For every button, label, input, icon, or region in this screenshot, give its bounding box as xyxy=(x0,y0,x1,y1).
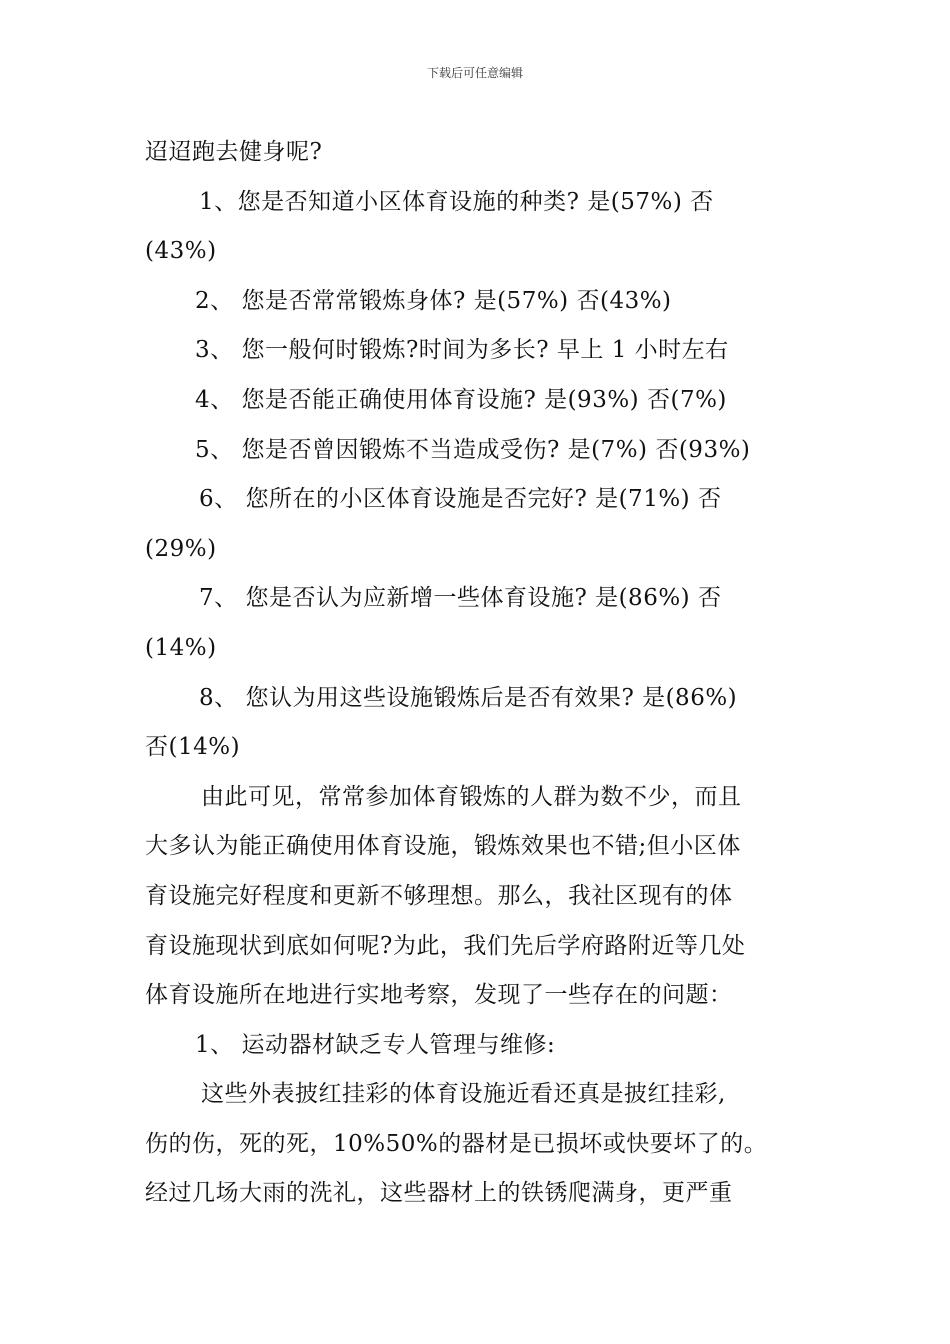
paragraph-line: 育设施完好程度和更新不够理想。那么，我社区现有的体 xyxy=(145,882,733,909)
survey-question-7: 7、 您是否认为应新增一些体育设施? 是(86%) 否 xyxy=(199,585,722,612)
survey-question-2: 2、 您是否常常锻炼身体? 是(57%) 否(43%) xyxy=(195,287,672,314)
document-body xyxy=(145,128,810,1219)
survey-question-6-cont: (29%) xyxy=(145,535,217,562)
survey-question-4: 4、 您是否能正确使用体育设施? 是(93%) 否(7%) xyxy=(195,386,727,413)
paragraph-line: 这些外表披红挂彩的体育设施近看还真是披红挂彩, xyxy=(201,1081,726,1108)
problem-heading-1: 1、 运动器材缺乏专人管理与维修: xyxy=(195,1031,556,1058)
survey-question-8: 8、 您认为用这些设施锻炼后是否有效果? 是(86%) xyxy=(199,684,738,711)
paragraph-line: 经过几场大雨的洗礼，这些器材上的铁锈爬满身，更严重 xyxy=(145,1180,733,1207)
survey-question-5: 5、 您是否曾因锻炼不当造成受伤? 是(7%) 否(93%) xyxy=(195,436,751,463)
survey-question-3: 3、 您一般何时锻炼?时间为多长? 早上 1 小时左右 xyxy=(195,337,729,364)
paragraph-line: 伤的伤，死的死，10%50%的器材是已损坏或快要坏了的。 xyxy=(145,1130,768,1157)
survey-question-6: 6、 您所在的小区体育设施是否完好? 是(71%) 否 xyxy=(199,486,722,513)
survey-question-8-cont: 否(14%) xyxy=(145,734,241,761)
survey-question-1-cont: (43%) xyxy=(145,238,217,265)
paragraph-line: 育设施现状到底如何呢?为此，我们先后学府路附近等几处 xyxy=(145,932,746,959)
paragraph-line: 由此可见，常常参加体育锻炼的人群为数不少，而且 xyxy=(201,783,742,810)
paragraph-line: 大多认为能正确使用体育设施，锻炼效果也不错;但小区体 xyxy=(145,833,741,860)
page-header-note: 下载后可任意编辑 xyxy=(426,66,523,80)
survey-question-1: 1、您是否知道小区体育设施的种类? 是(57%) 否 xyxy=(199,188,714,215)
paragraph-line: 迢迢跑去健身呢? xyxy=(145,139,323,165)
paragraph-line: 体育设施所在地进行实地考察，发现了一些存在的问题： xyxy=(145,982,733,1009)
survey-question-7-cont: (14%) xyxy=(145,634,217,661)
